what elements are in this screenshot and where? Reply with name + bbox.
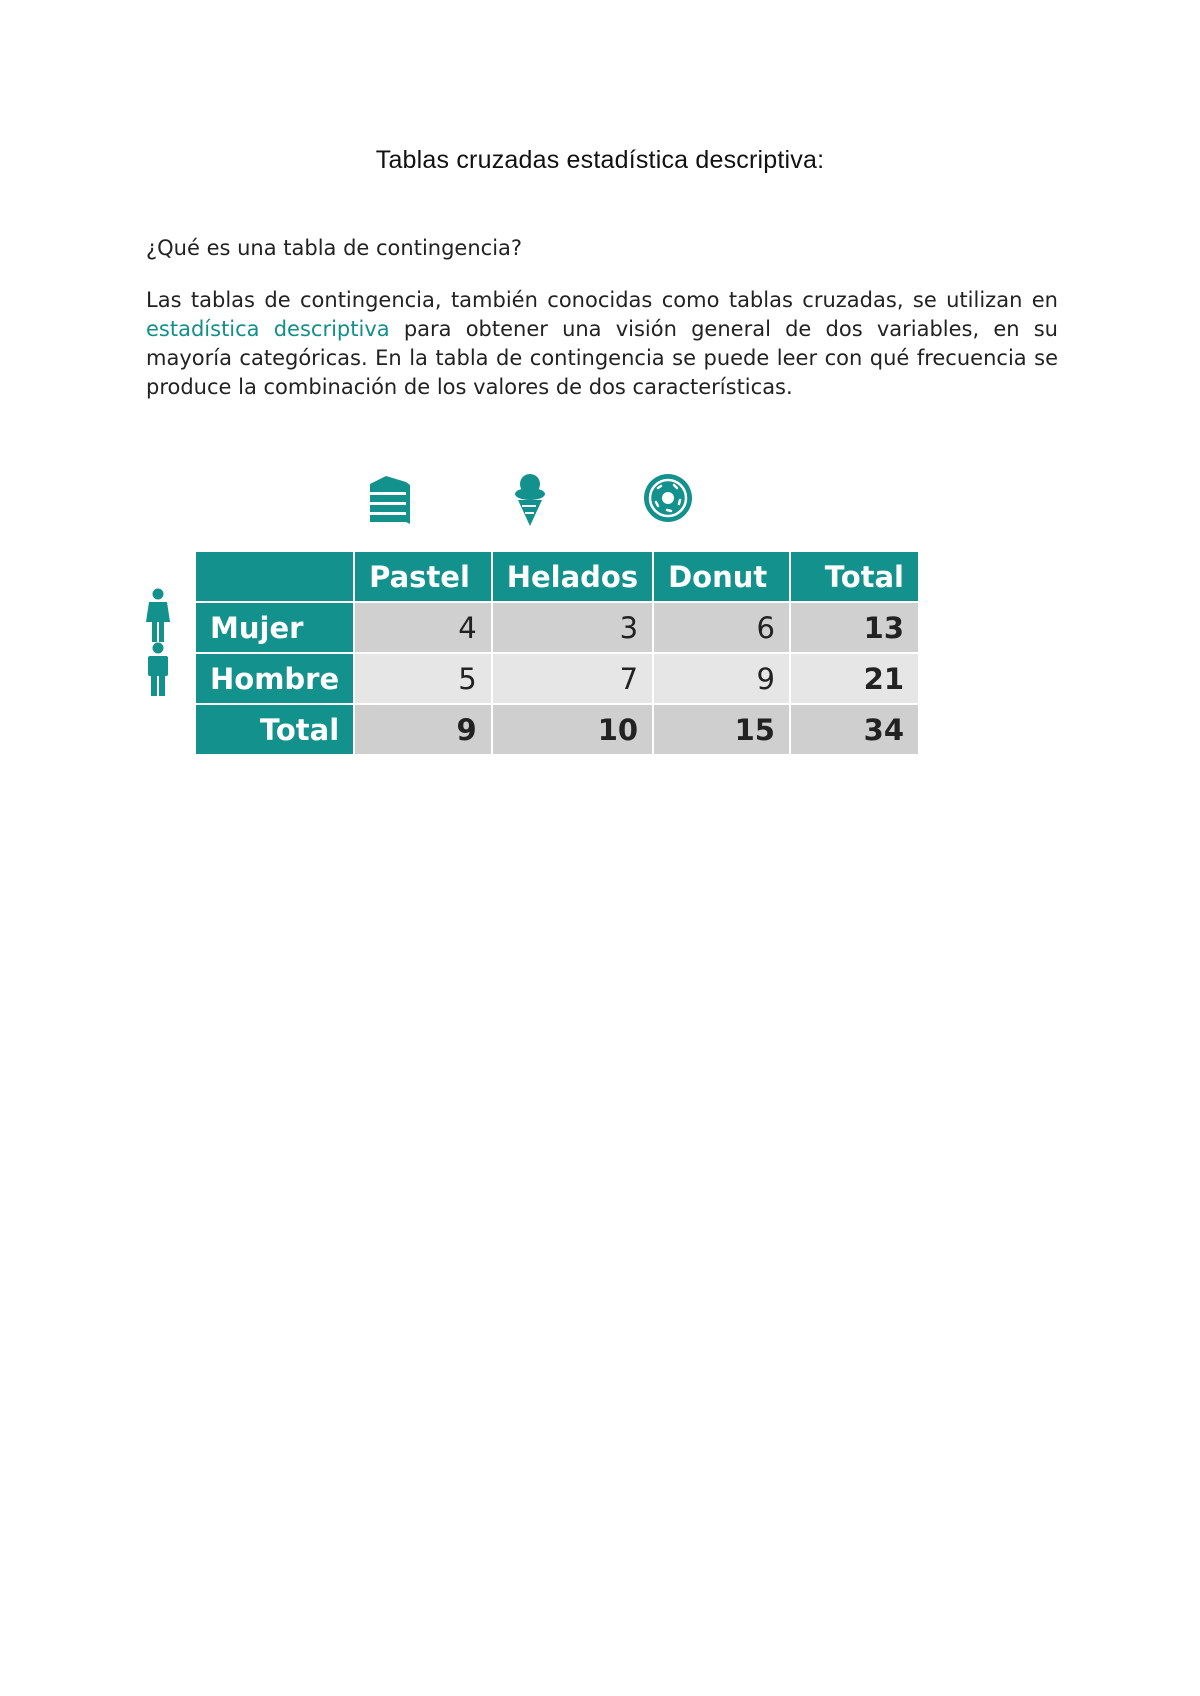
row-label-hombre: Hombre <box>196 654 353 703</box>
table-header-row <box>196 552 918 601</box>
contingency-figure <box>140 470 920 760</box>
paragraph-text-end: para obtener una visión general de dos variables, en su mayoría categóricas. En la tabla de contingencia se puede leer con qué frecuencia se produce la combinación de los valores de dos características. <box>146 317 1058 399</box>
header-donut: Donut <box>654 552 789 601</box>
contingency-table <box>194 550 920 756</box>
descriptive-statistics-link[interactable]: estadística descriptiva <box>146 317 390 341</box>
column-total-cell: 10 <box>493 705 652 754</box>
woman-icon <box>144 588 172 644</box>
cell-value: 7 <box>493 654 652 703</box>
cake-icon <box>360 470 416 530</box>
row-label-total: Total <box>196 705 353 754</box>
column-total-cell: 15 <box>654 705 789 754</box>
header-total: Total <box>791 552 918 601</box>
table-row <box>196 603 918 652</box>
table-row <box>196 654 918 703</box>
cell-value: 9 <box>654 654 789 703</box>
page-title: Tablas cruzadas estadística descriptiva: <box>375 146 825 174</box>
intro-paragraph <box>146 286 1058 402</box>
row-label-mujer: Mujer <box>196 603 353 652</box>
grand-total-cell: 34 <box>791 705 918 754</box>
donut-icon <box>640 470 696 530</box>
section-question: ¿Qué es una tabla de contingencia? <box>146 236 523 260</box>
header-helados: Helados <box>493 552 652 601</box>
man-icon <box>144 642 172 698</box>
header-blank-cell <box>196 552 353 601</box>
row-total-cell: 13 <box>791 603 918 652</box>
header-pastel: Pastel <box>355 552 491 601</box>
table-total-row <box>196 705 918 754</box>
column-total-cell: 9 <box>355 705 491 754</box>
paragraph-text-start: Las tablas de contingencia, también conocidas como tablas cruzadas, se utilizan en <box>146 288 1058 312</box>
cell-value: 4 <box>355 603 491 652</box>
row-total-cell: 21 <box>791 654 918 703</box>
cell-value: 3 <box>493 603 652 652</box>
cell-value: 6 <box>654 603 789 652</box>
cell-value: 5 <box>355 654 491 703</box>
ice-cream-icon <box>502 470 558 530</box>
